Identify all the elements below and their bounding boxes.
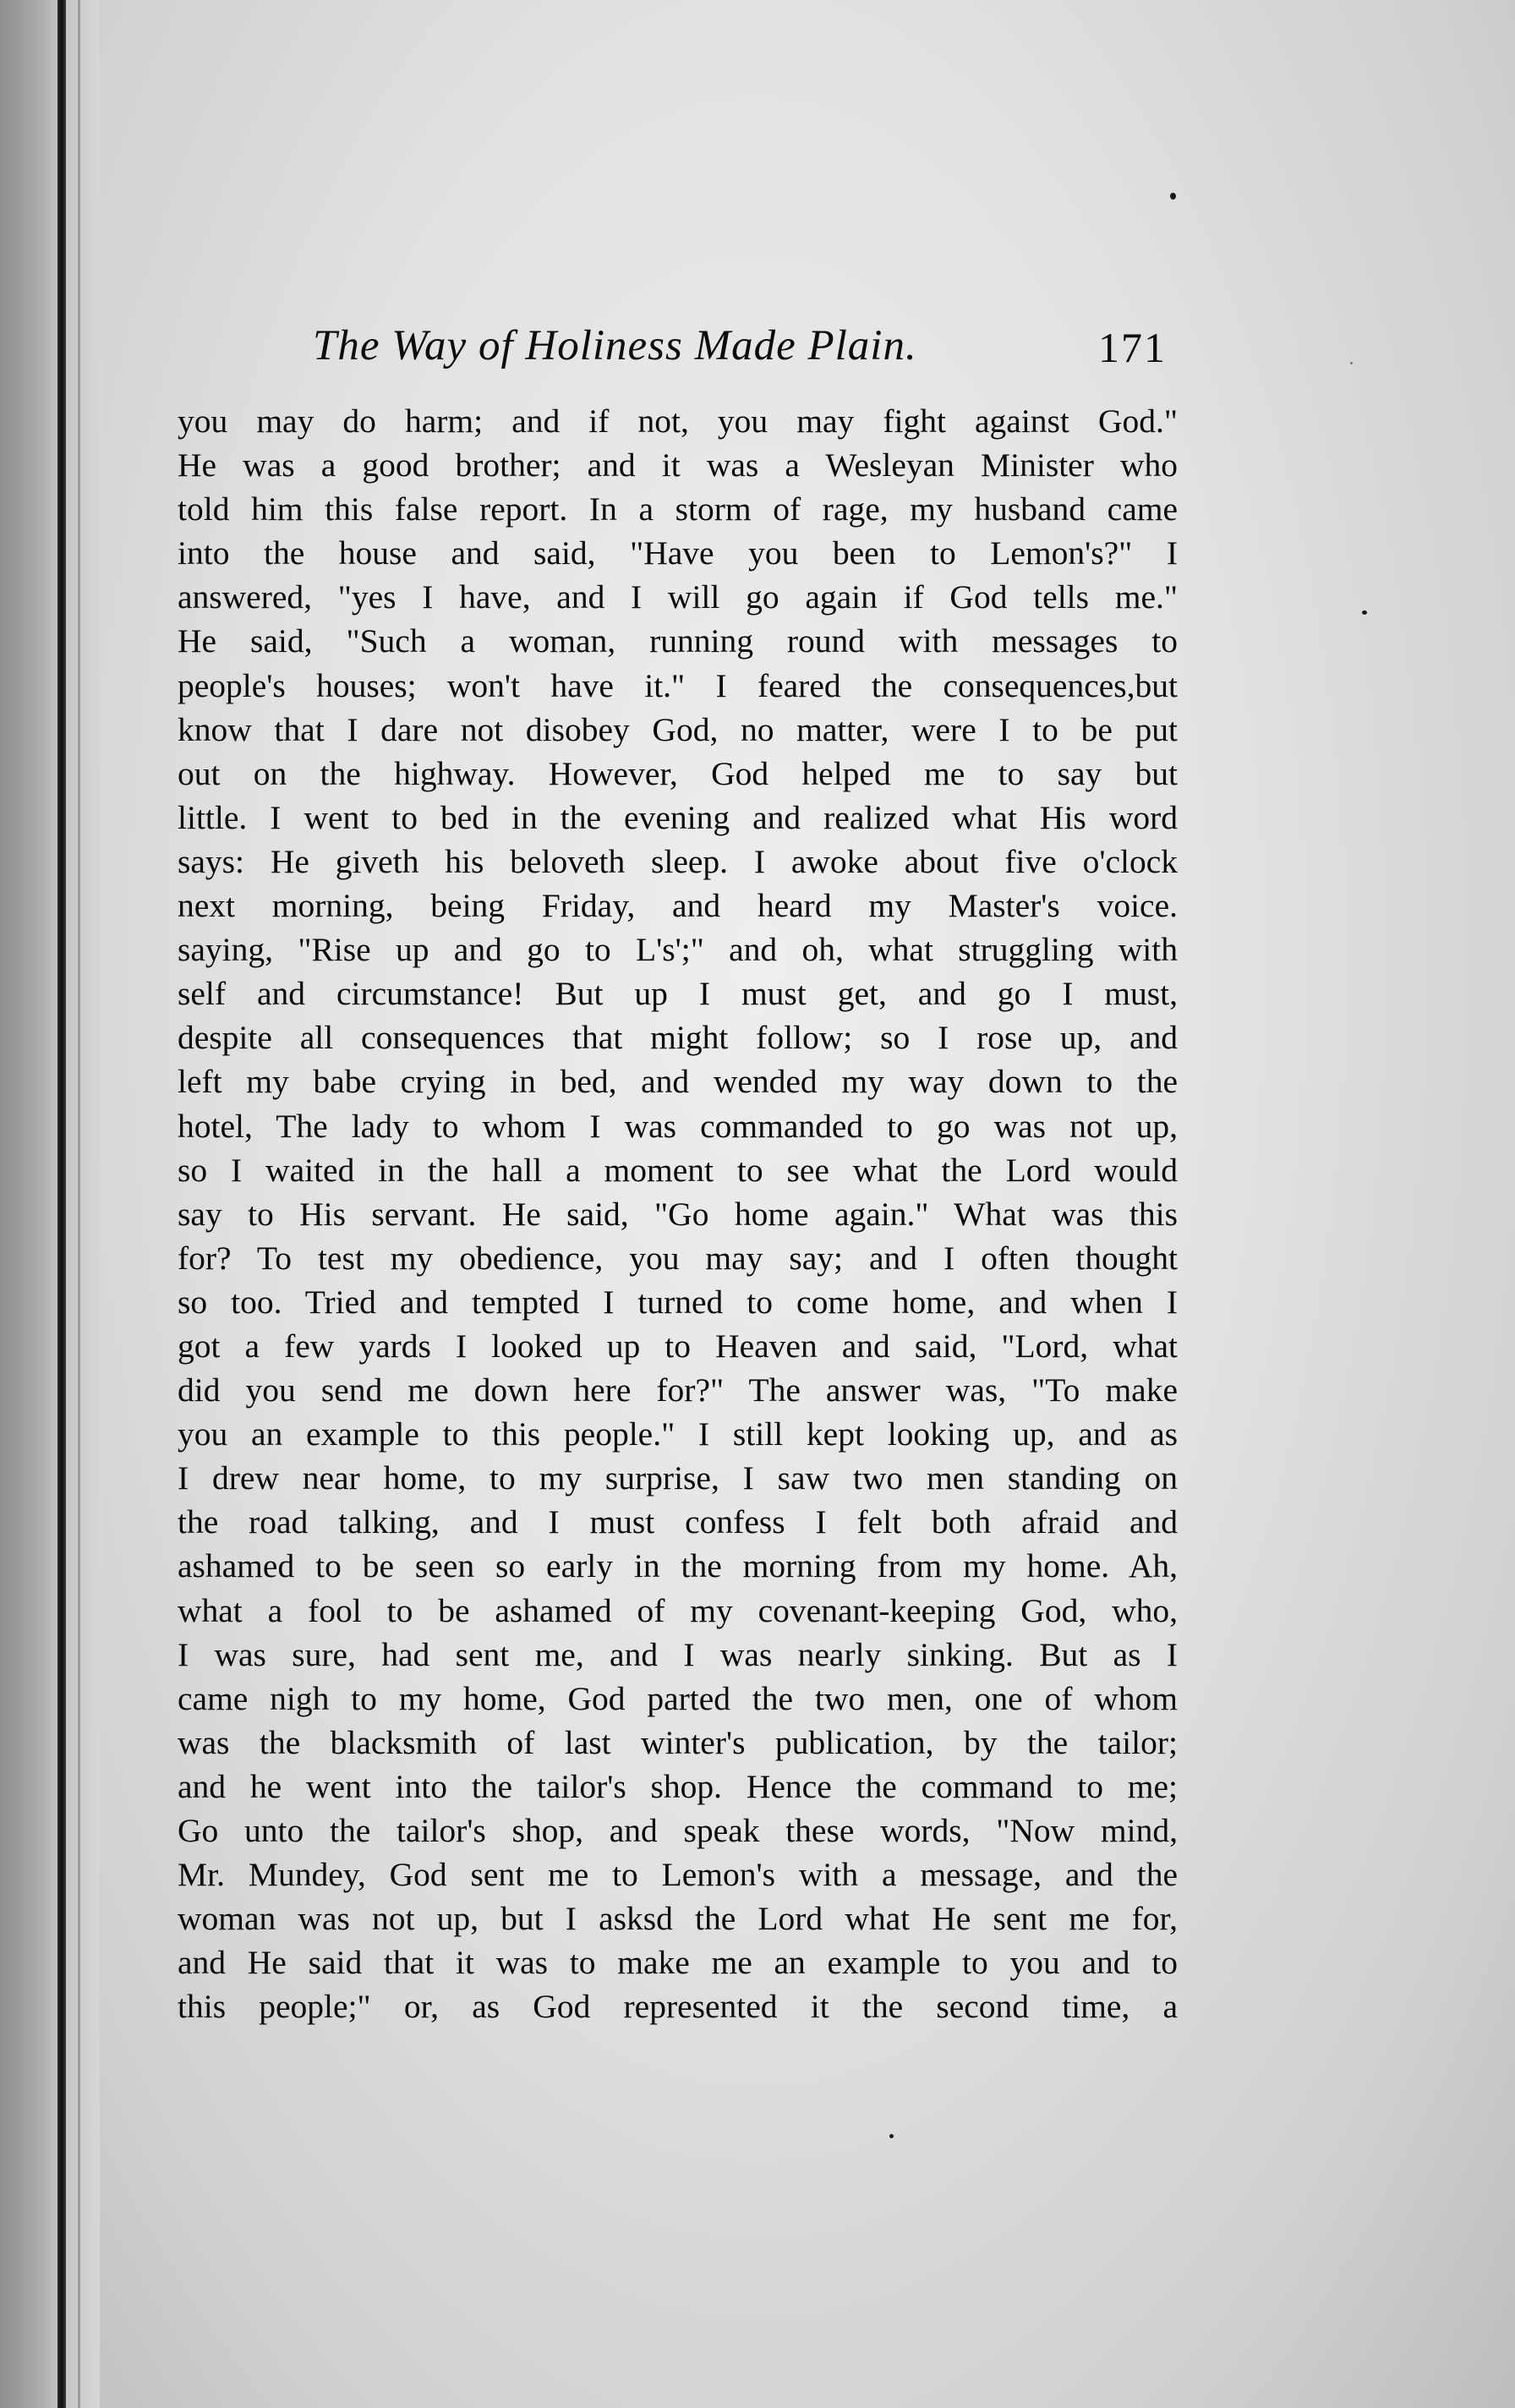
text-line: the road talking, and I must confess I felt both afraid and <box>178 1503 1178 1541</box>
page-binding-crease <box>78 0 80 2408</box>
text-line: woman was not up, but I asksd the Lord what He sent me for, <box>178 1900 1178 1938</box>
text-line: Mr. Mundey, God sent me to Lemon's with a message, and the <box>178 1856 1178 1894</box>
text-line: little. I went to bed in the evening and realized what His word <box>178 798 1178 836</box>
text-line: next morning, being Friday, and heard my Master's voice. <box>178 887 1178 925</box>
text-line: say to His servant. He said, "Go home again." What was this <box>178 1195 1178 1233</box>
scan-speck <box>889 2134 894 2138</box>
text-line: I drew near home, to my surprise, I saw two men standing on <box>178 1459 1178 1497</box>
running-title: The Way of Holiness Made Plain. <box>313 322 917 369</box>
text-line: He said, "Such a woman, running round with messages to <box>178 622 1178 660</box>
page-binding-shadow <box>0 0 100 2408</box>
text-line: ashamed to be seen so early in the morning from my home. Ah, <box>178 1547 1178 1585</box>
text-line: for? To test my obedience, you may say; and I often thought <box>178 1239 1178 1277</box>
text-line: did you send me down here for?" The answer was, "To make <box>178 1371 1178 1409</box>
text-line: got a few yards I looked up to Heaven and said, "Lord, what <box>178 1327 1178 1365</box>
text-line: hotel, The lady to whom I was commanded to go was not up, <box>178 1107 1178 1145</box>
scan-speck <box>1350 362 1353 364</box>
text-line: left my babe crying in bed, and wended my way down to the <box>178 1063 1178 1101</box>
text-line: says: He giveth his beloveth sleep. I awoke about five o'clock <box>178 842 1178 880</box>
text-line: people's houses; won't have it." I feared the consequences,but <box>178 666 1178 704</box>
text-line: and he went into the tailor's shop. Hence the command to me; <box>178 1767 1178 1805</box>
text-line: told him this false report. In a storm of rage, my husband came <box>178 490 1178 528</box>
text-line: He was a good brother; and it was a Wesleyan Minister who <box>178 446 1178 484</box>
text-line: so I waited in the hall a moment to see what the Lord would <box>178 1151 1178 1189</box>
text-line: self and circumstance! But up I must get, and go I must, <box>178 975 1178 1013</box>
page-number: 171 <box>1098 324 1167 371</box>
scan-speck <box>1362 610 1367 615</box>
text-line: out on the highway. However, God helped me to say but <box>178 754 1178 792</box>
text-line: Go unto the tailor's shop, and speak these words, "Now mind, <box>178 1812 1178 1849</box>
text-line: so too. Tried and tempted I turned to come home, and when I <box>178 1283 1178 1321</box>
text-line: saying, "Rise up and go to L's';" and oh, what struggling with <box>178 931 1178 969</box>
text-line: and He said that it was to make me an example to you and to <box>178 1944 1178 1982</box>
text-line: answered, "yes I have, and I will go again if God tells me." <box>178 578 1178 616</box>
text-line: this people;" or, as God represented it the second time, a <box>178 1988 1178 2026</box>
text-line: I was sure, had sent me, and I was nearly sinking. But as I <box>178 1635 1178 1673</box>
text-line: was the blacksmith of last winter's publication, by the tailor; <box>178 1723 1178 1761</box>
running-head <box>313 321 1167 380</box>
text-line: you may do harm; and if not, you may fight against God." <box>178 402 1178 440</box>
text-line: despite all consequences that might follow; so I rose up, and <box>178 1019 1178 1057</box>
text-line: into the house and said, "Have you been to Lemon's?" I <box>178 534 1178 572</box>
scan-speck <box>1170 193 1176 200</box>
text-line: you an example to this people." I still kept looking up, and as <box>178 1415 1178 1453</box>
text-line: what a fool to be ashamed of my covenant-keeping God, who, <box>178 1591 1178 1629</box>
body-text <box>178 399 1178 2028</box>
text-line: came nigh to my home, God parted the two men, one of whom <box>178 1679 1178 1717</box>
page-binding-edge <box>57 0 66 2408</box>
text-line: know that I dare not disobey God, no matter, were I to be put <box>178 710 1178 748</box>
